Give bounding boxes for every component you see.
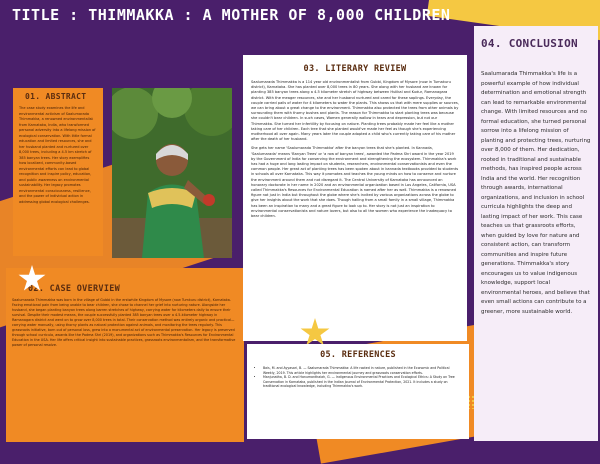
- abstract-heading: 01. ABSTRACT: [25, 92, 87, 101]
- references-heading: 05. REFERENCES: [320, 350, 396, 360]
- case-overview-heading: 02. CASE OVERVIEW: [28, 284, 121, 294]
- literary-paragraph: Saalumarada Thimmakka is a 114 year old environmentalist from Gubbi, Kingdom of Mysore (now in Tumakuru district), Karnataka. She has planted over 8,000 trees in 80 years. She along with her husband are known for planting 385 banyan trees along a 4.5 kilometer stretch of highway between Hulikal and Kudur, Ramanagara district. With the meager resources, she and her husband nurtured and cared for these saplings. Everyday, the couple carried pails of water for 4 kilometers to water the plants. This shows us that with mere supplies or sources, we can bring about a great change to the environment. Thimmakka also protected the trees from other animals by surrounding them with thorny bushes and plants. The reason for Thimmakka to start planting trees was because she couldn't bear children. In such cases, Women generally wallow in tears and depression, but not our Thimmakka. She turned her infertility by focusing on nature. Planting trees probably made her feel like a mother taking care of her children. Each tree that she planted would've made her feel as though she's experiencing motherhood all over again. Many years later the couple adopted a child who's currently taking care of his mother after the death of her husband.: [251, 80, 459, 142]
- poster-title: TITLE : THIMMAKKA : A MOTHER OF 8,000 CHILDREN: [12, 6, 451, 24]
- literary-review-heading: 03. LITERARY REVIEW: [303, 64, 407, 74]
- abstract-text: The case study examines the life and environmental activism of Saalumarada Thimmakka, a renowned environmentalist from Karnataka, India, who transformed personal adversity into a lifelong mission of ecological conservation. With little formal education and limited resources, she and her husband planted and nurtured over 8,000 trees, including a 4.5 km stretch of 385 banyan trees. Her story exemplifies how localized, community-based environmental efforts can lead to global recognition and inspire policy, education, and public awareness on environmental sustainability. Her legacy promotes environmental consciousness, resilience, and the power of individual action in addressing global ecological challenges.: [19, 106, 96, 204]
- reference-item: • Bais, M. and Ayyasari, B. — Saalumarada Thimmakka: A life rooted in nature, published in the Economic and Political Weekly, 2019. This article highlights her environmental journey and grassroots conservation efforts.: [263, 366, 461, 375]
- photo-illustration: [112, 88, 232, 258]
- case-overview-text: Saalumarada Thimmakka was born in the village of Gubbi in the erstwhile Kingdom of Mysore (now Tumkuru district), Karnataka. Facing emotional pain from being unable to bear children, she chose to channel her grief into nurturing nature. Alongside her husband, she began planting banyan trees along barren stretches of highway, carrying water for kilometers daily to ensure their survival. Despite their modest means, the couple successfully planted 385 banyan trees over a 4.5-kilometer highway in Ramanagara district and went on to grow over 8,000 trees in total. Their conservation method was entirely organic and practical—carrying water manually, using thorny plants as natural protection against animals, and monitoring the trees regularly. This grassroots initiative, born out of personal loss, grew into a monumental act of environmental preservation. Her legacy is preserved through school curricula, awards like the Padma Shri (2019), and organizations such as Thimmakka's Resources for Environmental Education in the USA. Her life offers critical insight into sustainable practices, grassroots environmentalism, and the transformative power of personal resolve.: [12, 298, 236, 347]
- references-list: [255, 366, 461, 389]
- conclusion-text: Saalumarada Thimmakka's life is a powerful example of how individual determination and emotional strength can lead to remarkable environmental change. With limited resources and no formal education, she turned personal sorrow into a lifelong mission of planting and protecting trees, nurturing over 8,000 of them. Her dedication, rooted in traditional and sustainable methods, has inspired people across India and the world. Her recognition through awards, international organizations, and inclusion in school curricula highlights the deep and lasting impact of her work. This case teaches us that grassroots efforts, when guided by love for nature and consistent action, can transform communities and inspire future generations. Thimmakka's story encourages us to value indigenous knowledge, support local environmental heroes, and believe that even small actions can contribute to a greener, more sustainable world.: [481, 71, 591, 315]
- literary-paragraph: She gets her name 'Saalumarada Thimmakka' after the banyan trees that she's planted. In Kannada, 'Saalumarada' means 'Banyan Trees' or 'a row of banyan trees', awarded the Padma Shri award in the year 2019 by the Government of India for conserving the environment and strengthening the ecosystem. Thimmakka's work has had a huge and long lasting impact on students, researchers, environmental conservationists and even the common people. Her great act of planting trees has been spoken about in kannada textbooks provided to students in schools all over Karnataka. This way it promotes and teaches the young minds on how to conserve and nurture the environment around them and not disregard it. The Central University of Karnataka has announced an honorary doctorate in her name in 2020 and an environmental organization based in Los Angeles, California, USA called Thimmakka's Resources for Environmental Education is named after her as well. Thimmakka is a renowned figure not just in India but throughout the globe where she's invited by various organizations across the globe to give her insights about the work that she does. Though hailing from a small family in a small village, Thimmakka has been an inspiration to many and a great figure to look up to. Her story is not just an inspiration to environmental conservationists and nature lovers, but also to all the women who experience the inadequacy to bear children.: [251, 146, 459, 219]
- thimmakka-photo: [112, 88, 232, 258]
- conclusion-panel: [474, 26, 598, 441]
- literary-review-panel: [243, 55, 467, 341]
- case-overview-panel: [6, 268, 244, 442]
- references-panel: [247, 344, 469, 439]
- abstract-panel: [13, 88, 103, 256]
- conclusion-heading: 04. CONCLUSION: [481, 37, 578, 50]
- reference-item: • Manjunatha, B. D. and Hanumanthaiah, G. — Indigenous Environmental Practices and Ecological Ethics: A Study on Tree Conservation in Karnataka, published in the Indian Journal of Environmental Protection, 2021. It includes a study on traditional ecological knowledge, including Thimmakka's work.: [263, 375, 461, 389]
